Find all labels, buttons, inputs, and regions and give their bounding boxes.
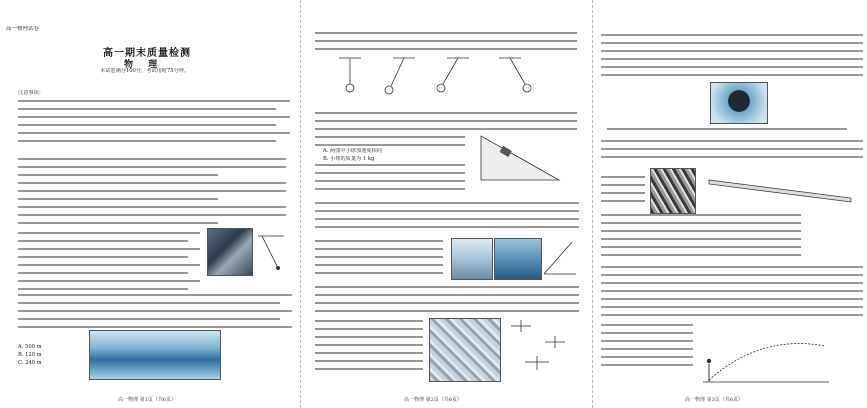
text-line <box>315 164 465 166</box>
page-2-footer: 高一物理 第2页（共6页） <box>404 397 462 403</box>
text-line <box>601 306 863 308</box>
text-line <box>18 108 276 110</box>
text-line <box>607 128 847 130</box>
text-line <box>601 348 693 350</box>
text-line <box>315 48 577 50</box>
text-line <box>315 136 465 138</box>
notice-label: 注意事项： <box>18 90 44 96</box>
text-line <box>601 282 863 284</box>
text-line <box>18 294 292 296</box>
text-line <box>601 254 801 256</box>
text-line <box>315 112 577 114</box>
text-line <box>315 226 579 228</box>
text-line <box>601 42 863 44</box>
bridge-photo <box>207 228 253 276</box>
incline-figure <box>479 130 561 182</box>
text-line <box>601 314 863 316</box>
text-line <box>315 302 579 304</box>
text-line <box>18 158 286 160</box>
text-line <box>601 214 801 216</box>
text-line <box>601 176 645 178</box>
text-line <box>601 332 693 334</box>
text-line <box>315 40 577 42</box>
text-line <box>315 264 443 266</box>
text-line <box>601 230 801 232</box>
text-line <box>315 218 579 220</box>
text-line <box>601 266 863 268</box>
text-line <box>18 190 286 192</box>
text-line <box>601 324 693 326</box>
text-line <box>18 302 280 304</box>
harbor-photo <box>89 330 221 380</box>
text-line <box>315 320 423 322</box>
text-line <box>18 174 218 176</box>
text-line <box>315 240 443 242</box>
corner-label: 高一物理试卷 <box>6 26 40 32</box>
text-line <box>18 326 292 328</box>
option-a-p2: A. 两图中小球加速度相同 <box>323 148 382 154</box>
text-line <box>315 188 465 190</box>
text-line <box>18 206 286 208</box>
text-line <box>601 50 863 52</box>
text-line <box>601 222 801 224</box>
text-line <box>18 182 286 184</box>
option-b-p2: B. 小球的质量为 1 kg <box>323 156 375 162</box>
text-line <box>601 246 801 248</box>
text-line <box>18 248 200 250</box>
force-diagram-row <box>319 56 569 106</box>
ship-photo <box>494 238 542 280</box>
angle-figure <box>542 236 578 276</box>
text-line <box>315 336 423 338</box>
text-line <box>601 184 645 186</box>
text-line <box>601 34 863 36</box>
text-line <box>18 232 200 234</box>
text-line <box>315 310 579 312</box>
text-line <box>601 356 693 358</box>
text-line <box>18 256 188 258</box>
text-line <box>601 74 863 76</box>
text-line <box>601 192 645 194</box>
text-line <box>18 132 290 134</box>
text-line <box>315 32 577 34</box>
text-line <box>315 328 423 330</box>
text-line <box>18 272 188 274</box>
text-line <box>18 222 218 224</box>
text-line <box>315 352 423 354</box>
page-1-footer: 高一物理 第1页（共6页） <box>118 397 176 403</box>
ramp-figure <box>705 174 855 204</box>
text-line <box>315 294 579 296</box>
text-line <box>315 256 443 258</box>
text-line <box>601 156 863 158</box>
text-line <box>18 100 290 102</box>
pendulum-figure <box>258 232 286 272</box>
text-line <box>315 210 579 212</box>
text-line <box>18 264 200 266</box>
machinery-photo <box>429 318 501 382</box>
text-line <box>315 286 579 288</box>
text-line <box>18 240 188 242</box>
satellite-photo <box>710 82 768 124</box>
text-line <box>601 140 863 142</box>
text-line <box>18 198 218 200</box>
text-line <box>18 310 292 312</box>
vector-figure <box>505 318 585 378</box>
text-line <box>18 166 286 168</box>
exam-subject: 物 理 <box>124 60 164 70</box>
text-line <box>18 288 188 290</box>
text-line <box>601 274 863 276</box>
crane-photo <box>451 238 493 280</box>
text-line <box>315 272 443 274</box>
trajectory-figure <box>701 340 831 386</box>
text-line <box>601 340 693 342</box>
page-2 <box>300 0 592 408</box>
page-3 <box>592 0 867 408</box>
text-line <box>601 58 863 60</box>
exam-title: 高一期末质量检测 <box>103 48 191 59</box>
text-line <box>601 200 645 202</box>
text-line <box>315 248 443 250</box>
text-line <box>315 120 577 122</box>
text-line <box>601 148 863 150</box>
text-line <box>601 290 863 292</box>
exam-note: 本试卷满分100分，考试用时75分钟。 <box>100 68 190 74</box>
text-line <box>315 368 423 370</box>
text-line <box>315 360 423 362</box>
road-photo <box>650 168 696 214</box>
text-line <box>601 298 863 300</box>
text-line <box>18 124 276 126</box>
text-line <box>315 172 465 174</box>
text-line <box>18 214 286 216</box>
text-line <box>18 280 200 282</box>
text-line <box>18 318 280 320</box>
text-line <box>18 116 290 118</box>
option-a: A. 500 m <box>18 344 42 350</box>
text-line <box>315 202 579 204</box>
option-c: C. 240 m <box>18 360 42 366</box>
text-line <box>601 364 693 366</box>
text-line <box>601 66 863 68</box>
option-b: B. 120 m <box>18 352 42 358</box>
text-line <box>315 344 423 346</box>
page-3-footer: 高一物理 第3页（共6页） <box>685 397 743 403</box>
text-line <box>315 144 465 146</box>
page-1 <box>0 0 300 408</box>
text-line <box>18 140 276 142</box>
text-line <box>315 180 465 182</box>
text-line <box>601 238 801 240</box>
